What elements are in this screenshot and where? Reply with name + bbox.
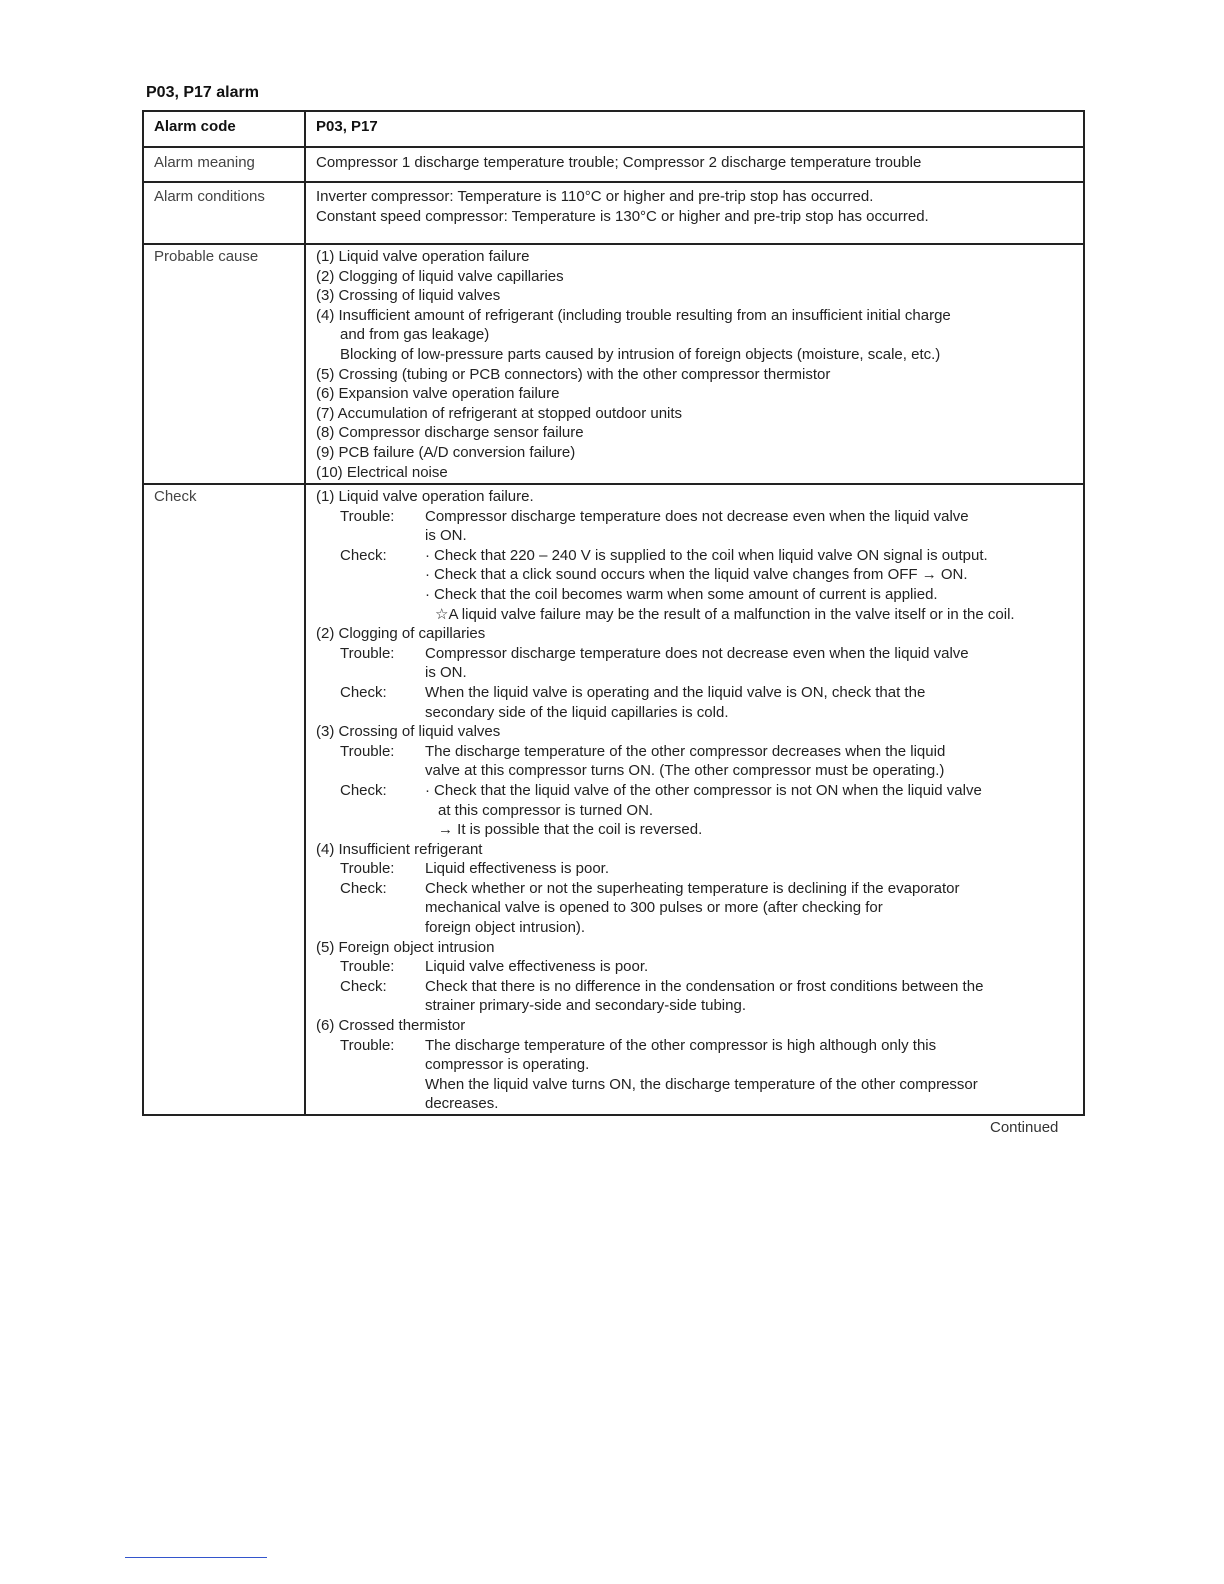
alarm-meaning-row <box>143 147 1084 182</box>
trouble-entry <box>316 859 1073 879</box>
trouble-entry <box>316 507 1073 546</box>
check-bullet: · Check that a click sound occurs when the liquid valve changes from OFF → ON. <box>425 565 1073 585</box>
alarm-meaning-value: Compressor 1 discharge temperature trouble; Compressor 2 discharge temperature trouble <box>316 154 922 171</box>
check-section-title: (2) Clogging of capillaries <box>316 625 486 643</box>
alarm-code-value: P03, P17 <box>305 111 1084 147</box>
alarm-code-row <box>143 111 1084 147</box>
cause-item: (6) Expansion valve operation failure <box>316 385 560 403</box>
trouble-text: Compressor discharge temperature does not decrease even when the liquid valve <box>425 507 969 525</box>
check-key: Check: <box>340 781 387 799</box>
trouble-text: valve at this compressor turns ON. (The other compressor must be operating.) <box>425 762 945 780</box>
check-section-title: (3) Crossing of liquid valves <box>316 723 501 741</box>
check-text: When the liquid valve is operating and the liquid valve is ON, check that the <box>425 683 926 701</box>
trouble-key: Trouble: <box>340 742 395 760</box>
cause-item: (7) Accumulation of refrigerant at stopped outdoor units <box>316 404 683 422</box>
trouble-text: Liquid valve effectiveness is poor. <box>425 958 649 976</box>
cause-item: (5) Crossing (tubing or PCB connectors) with the other compressor thermistor <box>316 365 831 383</box>
check-key: Check: <box>340 683 387 701</box>
trouble-text: is ON. <box>425 664 467 682</box>
check-row <box>143 484 1084 1115</box>
trouble-key: Trouble: <box>340 958 395 976</box>
probable-cause-row <box>143 244 1084 484</box>
condition-line: Inverter compressor: Temperature is 110°C or higher and pre-trip stop has occurred. <box>316 188 874 205</box>
check-section-title: (6) Crossed thermistor <box>316 1017 466 1035</box>
trouble-text: The discharge temperature of the other compressor is high although only this <box>425 1036 937 1054</box>
check-text: mechanical valve is opened to 300 pulses or more (after checking for <box>425 899 883 917</box>
trouble-text: is ON. <box>425 527 467 545</box>
cause-item: and from gas leakage) <box>340 326 490 344</box>
check-entry <box>316 879 1073 938</box>
trouble-text: When the liquid valve turns ON, the discharge temperature of the other compressor <box>425 1075 978 1093</box>
alarm-conditions-label: Alarm conditions <box>143 182 305 244</box>
cause-item: (2) Clogging of liquid valve capillaries <box>316 267 564 285</box>
trouble-text: compressor is operating. <box>425 1056 590 1074</box>
trouble-key: Trouble: <box>340 644 395 662</box>
trouble-entry <box>316 1036 1073 1114</box>
check-text: secondary side of the liquid capillaries is cold. <box>425 703 729 721</box>
check-key: Check: <box>340 879 387 897</box>
trouble-key: Trouble: <box>340 507 395 525</box>
check-text: strainer primary-side and secondary-side tubing. <box>425 997 746 1015</box>
footer-rule <box>125 1557 267 1558</box>
alarm-conditions-row <box>143 182 1084 244</box>
check-note: ☆A liquid valve failure may be the result of a malfunction in the valve itself or in the coil. <box>435 605 1015 623</box>
alarm-meaning-label: Alarm meaning <box>143 147 305 182</box>
cause-item: Blocking of low-pressure parts caused by intrusion of foreign objects (moisture, scale, etc.) <box>340 345 941 363</box>
check-text: Check that there is no difference in the condensation or frost conditions between the <box>425 977 984 995</box>
check-section-title: (5) Foreign object intrusion <box>316 938 495 956</box>
trouble-text: Compressor discharge temperature does not decrease even when the liquid valve <box>425 644 969 662</box>
check-text: foreign object intrusion). <box>425 919 586 937</box>
trouble-text: The discharge temperature of the other compressor decreases when the liquid <box>425 742 946 760</box>
alarm-code-label: Alarm code <box>143 111 305 147</box>
check-entry <box>316 683 1073 722</box>
check-entry <box>316 977 1073 1016</box>
cause-item: (10) Electrical noise <box>316 463 448 481</box>
check-entry <box>316 781 1073 840</box>
check-entry <box>316 546 1073 624</box>
continued-label: Continued <box>990 1119 1059 1136</box>
check-bullet: · Check that 220 – 240 V is supplied to the coil when liquid valve ON signal is output. <box>425 546 1073 566</box>
trouble-key: Trouble: <box>340 860 395 878</box>
trouble-entry <box>316 644 1073 683</box>
check-bullet: · Check that the coil becomes warm when some amount of current is applied. <box>425 585 1073 605</box>
check-bullet: · Check that the liquid valve of the other compressor is not ON when the liquid valve <box>425 781 1073 801</box>
check-section-title: (1) Liquid valve operation failure. <box>316 488 534 505</box>
check-key: Check: <box>340 977 387 995</box>
cause-item: (4) Insufficient amount of refrigerant (including trouble resulting from an insufficient initial charge <box>316 306 951 324</box>
trouble-text: decreases. <box>425 1095 499 1113</box>
trouble-entry <box>316 957 1073 977</box>
check-text: at this compressor is turned ON. <box>438 801 654 819</box>
cause-item: (3) Crossing of liquid valves <box>316 287 501 305</box>
page-title: P03, P17 alarm <box>146 84 259 101</box>
trouble-key: Trouble: <box>340 1036 395 1054</box>
trouble-text: Liquid effectiveness is poor. <box>425 860 610 878</box>
cause-item: (8) Compressor discharge sensor failure <box>316 424 584 442</box>
check-section-title: (4) Insufficient refrigerant <box>316 840 483 858</box>
cause-item: (9) PCB failure (A/D conversion failure) <box>316 443 576 461</box>
condition-line: Constant speed compressor: Temperature is 130°C or higher and pre-trip stop has occurred. <box>316 207 929 225</box>
check-text: Check whether or not the superheating temperature is declining if the evaporator <box>425 879 960 897</box>
cause-item: (1) Liquid valve operation failure <box>316 248 530 265</box>
alarm-table <box>142 110 1085 1116</box>
check-key: Check: <box>340 546 387 564</box>
probable-cause-label: Probable cause <box>143 244 305 484</box>
check-text: → It is possible that the coil is reversed. <box>438 821 703 839</box>
trouble-entry <box>316 742 1073 781</box>
check-label: Check <box>143 484 305 1115</box>
